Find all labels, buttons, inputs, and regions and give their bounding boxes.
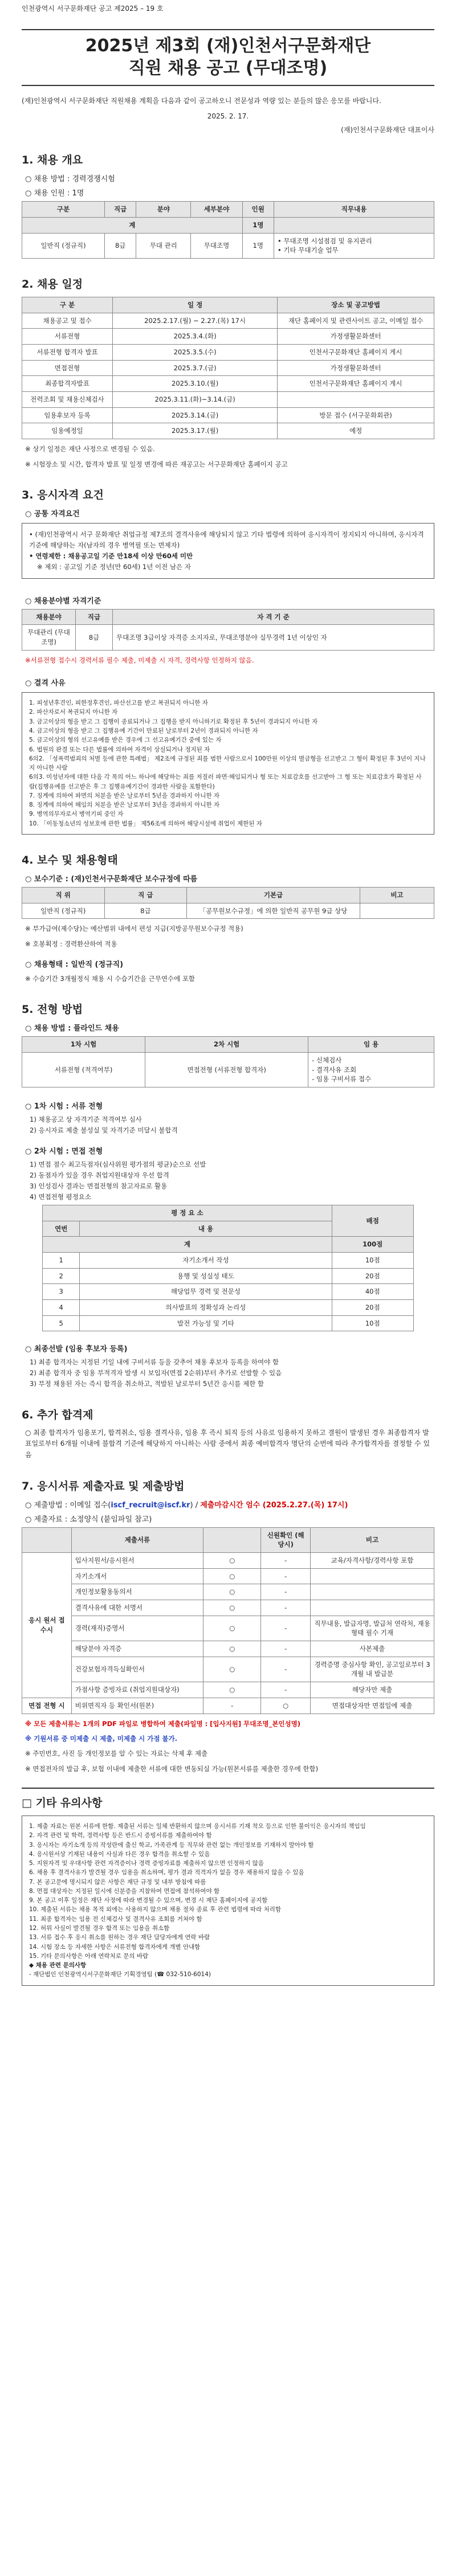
doc-apply-mark: ○ xyxy=(203,1616,261,1641)
etc-item: 2. 자격 관련 및 학력, 경력사항 등은 반드시 증빙서류를 제출하여야 함 xyxy=(29,1832,212,1839)
schedule-row xyxy=(22,423,434,439)
schedule-place: 방문 접수 (서구문화회관) xyxy=(278,407,434,423)
etc-item: 10. 제출된 서류는 채용 목적 외에는 사용하지 않으며 채용 절차 종료 후 관련 법령에 따라 처리함 xyxy=(29,1906,282,1913)
doc-note: 교육/자격사항/경력사항 포함 xyxy=(311,1553,434,1569)
score-points: 20점 xyxy=(332,1268,413,1284)
th-position: 직 위 xyxy=(22,887,105,903)
list-item: 1) 최종 합격자는 지정된 기일 내에 구비서류 등을 갖추어 채용 후보자 등록을 하여야 함 xyxy=(30,1358,279,1367)
pay-position: 일반직 (정규직) xyxy=(22,903,105,919)
probation-note: ※ 수습기간 3개월정식 채용 시 수습기간을 근무연수에 포함 xyxy=(25,975,196,983)
etc-item: 12. 허위 사실이 발견될 경우 합격 또는 임용을 취소함 xyxy=(29,1924,170,1932)
step2-title: ○ 2차 시험 : 면접 전형 xyxy=(25,1147,103,1156)
th-schedule-date: 일 정 xyxy=(113,297,278,313)
document-row xyxy=(22,1584,434,1600)
etc-item: 8. 면접 대상자는 지정된 일시에 신분증을 지참하여 면접에 참석하여야 함 xyxy=(29,1887,220,1895)
th-qual-field: 채용분야 xyxy=(22,609,76,625)
schedule-row xyxy=(22,407,434,423)
schedule-type: 서류전형 xyxy=(22,329,113,345)
step1-title: ○ 1차 시험 : 서류 전형 xyxy=(25,1102,103,1111)
doc-note: 사본제출 xyxy=(311,1641,434,1657)
schedule-row xyxy=(22,345,434,361)
schedule-rows xyxy=(22,313,434,439)
th-score-content: 내 용 xyxy=(80,1221,332,1237)
hiring-count: ○ 채용 인원 : 1명 xyxy=(25,189,84,198)
schedule-place xyxy=(278,392,434,408)
schedule-date: 2025.3.14.(금) xyxy=(113,407,278,423)
row-field: 무대 관리 xyxy=(136,233,191,258)
doc-id-mark: - xyxy=(261,1584,311,1600)
doc-note: 직무내용, 발급자명, 발급처 연락처, 재용형태 필수 기재 xyxy=(311,1616,434,1641)
doc-name: 결격사유에 대한 서명서 xyxy=(71,1600,203,1616)
employment-type: ○ 채용형태 : 일반직 (정규직) xyxy=(25,960,124,970)
document-row xyxy=(22,1657,434,1682)
score-total-value: 100점 xyxy=(332,1237,413,1253)
th-duty: 직무내용 xyxy=(274,202,434,218)
score-content: 용행 및 성실성 태도 xyxy=(80,1268,332,1284)
submit-method-sep: ) / xyxy=(190,1500,201,1510)
documents-table xyxy=(22,1527,434,1714)
score-content: 의사발표의 정확성과 논리성 xyxy=(80,1299,332,1315)
document-row xyxy=(22,1553,434,1569)
doc-id-mark: ○ xyxy=(261,1698,311,1714)
qual-note: ※서류전형 접수시 경력서류 필수 제출, 미제출 시 자격, 경력사항 인정하지 않음. xyxy=(25,656,254,664)
etc-item: 3. 응시자는 자기소개 등의 작성란에 출신 학교, 가족관계 등 직무와 관련 없는 개인정보를 기재하지 말아야 함 xyxy=(29,1841,314,1849)
score-no: 3 xyxy=(43,1284,80,1300)
schedule-place: 예정 xyxy=(278,423,434,439)
th-qual-grade: 직급 xyxy=(75,609,112,625)
selection-method: ○ 채용 방법 : 플라인드 채용 xyxy=(25,1024,119,1033)
doc-name: 개인정보활용동의서 xyxy=(71,1584,203,1600)
disq-item: 6의3. 미성년자에 대한 다음 각 목의 어느 하나에 해당하는 죄를 저질러 파면·해임되거나 형 또는 치료감호를 선고받아 그 형 또는 치료감호가 확정된 사람(집행유예를 선고받은 후 그 집행유예기간이 경과한 사람을 포함한다) xyxy=(29,774,422,790)
document-row xyxy=(22,1698,434,1714)
score-no: 5 xyxy=(43,1315,80,1331)
disq-title: ○ 결격 사유 xyxy=(25,679,66,688)
list-item: 2) 동점자가 있을 경우 취업지원대상자 우선 합격 xyxy=(30,1171,169,1180)
document-row xyxy=(22,1616,434,1641)
schedule-type: 최종합격자발표 xyxy=(22,376,113,392)
step-3-desc: - 신체검사 - 결격사유 조회 - 임용 구비서류 접수 xyxy=(308,1053,434,1087)
row-type: 일반직 (정규직) xyxy=(22,233,105,258)
disq-box xyxy=(22,692,434,835)
schedule-date: 2025.3.17.(월) xyxy=(113,423,278,439)
doc-note xyxy=(311,1584,434,1600)
schedule-place: 인천서구문화재단 홈페이지 게시 xyxy=(278,345,434,361)
doc-id-mark: - xyxy=(261,1616,311,1641)
schedule-date: 2025.2.17.(월) ~ 2.27.(목) 17시 xyxy=(113,313,278,329)
doc-note xyxy=(311,1568,434,1584)
document-row xyxy=(22,1600,434,1616)
doc-apply-mark: ○ xyxy=(203,1600,261,1616)
schedule-type: 면접전형 xyxy=(22,360,113,376)
section-7-title: 7. 응시서류 제출자료 및 제출방법 xyxy=(22,1479,185,1493)
pay-grade: 8급 xyxy=(104,903,187,919)
etc-item: 6. 채용 후 결격사유가 발견될 경우 임용을 취소하며, 평가 결과 적격자가 없을 경우 채용하지 않을 수 있음 xyxy=(29,1869,304,1876)
score-no: 4 xyxy=(43,1299,80,1315)
list-item: 1) 채용공고 상 자격기준 적격여부 심사 xyxy=(30,1115,142,1124)
th-pay-grade: 직 급 xyxy=(104,887,187,903)
section-2-title: 2. 채용 일정 xyxy=(22,278,83,291)
step2-list xyxy=(22,1159,434,1203)
step1-list xyxy=(22,1114,434,1136)
schedule-table xyxy=(22,297,434,439)
common-qual-3: ※ 제외 : 공고일 기준 정년(만 60세) 1년 이전 남은 자 xyxy=(37,562,191,571)
doc-apply-mark: ○ xyxy=(203,1641,261,1657)
etc-item: 5. 지원자격 및 우대사항 관련 자격증이나 경력 증빙자료를 제출하지 않으면 인정하지 않음 xyxy=(29,1860,264,1867)
disq-item: 10. 「이동청소년의 성보호에 관한 법률」 제56조에 의하여 해당시설에 취업이 제한된 자 xyxy=(29,820,263,827)
disq-item: 1. 피성년후견인, 피한정후견인, 파산선고를 받고 복권되지 아니한 자 xyxy=(29,700,208,707)
score-row xyxy=(43,1284,414,1300)
th-doc-id: 신원확인 (해당시) xyxy=(261,1527,311,1552)
doc-id-mark: - xyxy=(261,1641,311,1657)
disq-item: 7. 징계에 의하여 파면의 처분을 받은 날로부터 5년을 경과하지 아니한 자 xyxy=(29,792,220,799)
row-grade: 8급 xyxy=(105,233,136,258)
doc-name: 건강보험자격득실확인서 xyxy=(71,1657,203,1682)
pay-table xyxy=(22,887,434,919)
doc-id-mark: - xyxy=(261,1553,311,1569)
th-schedule-type: 구 분 xyxy=(22,297,113,313)
doc-id-mark: - xyxy=(261,1600,311,1616)
title-line-1: 2025년 제3회 (재)인천서구문화재단 xyxy=(85,36,371,56)
common-qual-1: • (재)인천광역시 서구 문화재단 취업규정 제7조의 결격사유에 해당되지 않고 기타 법령에 의하여 응시자격이 정지되지 아니하며, 응시자격 기준에 해당하는 자(남자의 경우 병역필 또는 면제자) xyxy=(29,530,424,549)
doc-apply-mark: ○ xyxy=(203,1584,261,1600)
list-item: 2) 최종 합격자 중 임용 부적격자 발생 시 보입자(면접 2순위)부터 추가로 선발할 수 있음 xyxy=(30,1369,282,1377)
section-4-title: 4. 보수 및 채용형태 xyxy=(22,853,118,866)
doc-name: 해당분야 자격증 xyxy=(71,1641,203,1657)
document-row xyxy=(22,1682,434,1698)
th-field: 분야 xyxy=(136,202,191,218)
th-score-items: 평 정 요 소 xyxy=(43,1205,332,1221)
doc-note-3: ※ 주민번호, 사진 등 개인정보를 알 수 있는 자료는 삭제 후 제출 xyxy=(25,1749,208,1758)
score-rows xyxy=(43,1252,414,1331)
score-content: 자기소개서 작성 xyxy=(80,1252,332,1268)
section-5-title: 5. 전형 방법 xyxy=(22,1003,83,1016)
common-qual-box xyxy=(22,523,434,579)
etc-item: 15. 기타 문의사항은 아래 연락처로 문의 바람 xyxy=(29,1952,149,1960)
notice-number: 인천광역시 서구문화재단 공고 제2025 – 19 호 xyxy=(22,5,164,13)
schedule-row xyxy=(22,392,434,408)
etc-item: 11. 최종 합격자는 임용 전 신체검사 및 결격사유 조회를 거쳐야 함 xyxy=(29,1915,202,1923)
score-row xyxy=(43,1268,414,1284)
score-points: 40점 xyxy=(332,1284,413,1300)
schedule-place: 가정생활문화센터 xyxy=(278,360,434,376)
doc-id-mark: - xyxy=(261,1657,311,1682)
th-doc-note: 비고 xyxy=(311,1527,434,1552)
list-item: 2) 응시자료 제출 불성실 및 자격기준 미달시 불합격 xyxy=(30,1126,178,1135)
submit-method-label: ○ 제출방법 : 이메일 접수( xyxy=(25,1500,111,1510)
schedule-row xyxy=(22,313,434,329)
common-qual-title: ○ 공통 자격요건 xyxy=(25,509,80,518)
disq-item: 9. 병역의무자로서 병역기피 중인 자 xyxy=(29,811,124,818)
schedule-date: 2025.3.11.(화)~3.14.(금) xyxy=(113,392,278,408)
doc-id-mark: - xyxy=(261,1568,311,1584)
signer: (재)인천서구문화재단 대표이사 xyxy=(341,126,434,134)
th-score-no: 연번 xyxy=(43,1221,80,1237)
final-list xyxy=(22,1357,434,1389)
schedule-note-2: ※ 시험장소 및 시간, 합격자 발표 및 일정 변경에 따른 재공고는 서구문화재단 홈페이지 공고 xyxy=(25,460,288,468)
disq-item: 6. 법원의 판결 또는 다른 법률에 의하여 자격이 상실되거나 정지된 자 xyxy=(29,746,210,753)
duty-2: • 기타 무대기술 업무 xyxy=(277,246,339,255)
etc-box xyxy=(22,1816,434,1986)
disq-item: 2. 파산자로서 복권되지 아니한 자 xyxy=(29,709,118,716)
doc-note xyxy=(311,1600,434,1616)
th-step-3: 임 용 xyxy=(308,1037,434,1053)
doc-name: 비위면직자 등 확인서(원본) xyxy=(71,1698,203,1714)
schedule-note-1: ※ 상기 일정은 재단 사정으로 변경될 수 있음. xyxy=(25,445,155,453)
pay-remark xyxy=(360,903,434,919)
row-duty xyxy=(274,233,434,258)
th-schedule-place: 장소 및 공고방법 xyxy=(278,297,434,313)
submit-method xyxy=(25,1499,434,1510)
contact-info: - 재단법인 인천광역시서구문화재단 기획경영팀 (☎ 032-510-6014) xyxy=(29,1971,211,1978)
doc-note-1: ※ 모든 제출서류는 1개의 PDF 파일로 병합하여 제출(파일명 : [입사지원] 무대조명_본인성명) xyxy=(25,1719,301,1728)
th-step-2: 2차 시험 xyxy=(145,1037,308,1053)
document-row xyxy=(22,1641,434,1657)
schedule-type: 임용예정일 xyxy=(22,423,113,439)
etc-item: 4. 응시원서상 기재된 내용이 사실과 다른 경우 합격을 취소할 수 있음 xyxy=(29,1850,210,1858)
notice-date: 2025. 2. 17. xyxy=(207,112,249,121)
score-row xyxy=(43,1252,414,1268)
doc-id-mark: - xyxy=(261,1682,311,1698)
doc-name: 자기소개서 xyxy=(71,1568,203,1584)
common-qual-2: • 연령제한 : 채용공고일 기준 만18세 이상 만60세 미만 xyxy=(29,551,193,560)
section-6-title: 6. 추가 합격제 xyxy=(22,1409,93,1422)
score-points: 10점 xyxy=(332,1315,413,1331)
th-count: 인원 xyxy=(242,202,274,218)
list-item: 3) 부정 채용된 자는 즉시 합격을 취소하고, 적발된 날로부터 5년간 응시를 제한 함 xyxy=(30,1380,264,1388)
list-item: 1) 면접 점수 최고득점자(심사위원 평가점의 평균)순으로 선발 xyxy=(30,1160,206,1169)
etc-item: 1. 제출 자료는 원본 서류에 한함. 제출된 서류는 일체 반환하지 않으며 응시서류 기재 착오 등으로 인한 불이익은 응시자의 책임임 xyxy=(29,1823,366,1830)
etc-item: 7. 본 공고문에 명시되지 않은 사항은 재단 규정 및 내부 방침에 따름 xyxy=(29,1878,206,1886)
doc-group-apply: 응시 원서 접수시 xyxy=(22,1553,72,1698)
section-1-title: 1. 채용 개요 xyxy=(22,154,83,167)
doc-name: 입사지원서/응시원서 xyxy=(71,1553,203,1569)
document-row xyxy=(22,1568,434,1584)
row-subfield: 무대조명 xyxy=(191,233,242,258)
score-total-label: 계 xyxy=(43,1237,332,1253)
list-item: 3) 인성검사 결과는 면접전형의 참고자료로 활용 xyxy=(30,1181,168,1190)
th-doc-name: 제출서류 xyxy=(71,1527,203,1552)
divider xyxy=(22,1788,434,1789)
th-subfield: 세부분야 xyxy=(191,202,242,218)
score-content: 해당업무 경력 및 전문성 xyxy=(80,1284,332,1300)
qual-table xyxy=(22,609,434,651)
list-item: 4) 면접전형 평정요소 xyxy=(30,1192,91,1201)
title-box xyxy=(22,29,434,86)
score-no: 1 xyxy=(43,1252,80,1268)
doc-apply-mark: ○ xyxy=(203,1682,261,1698)
score-no: 2 xyxy=(43,1268,80,1284)
schedule-type: 서류전형 합격자 발표 xyxy=(22,345,113,361)
doc-note: 경력증명 중심사항 확인, 공고일로부터 3개월 내 발급분 xyxy=(311,1657,434,1682)
schedule-type: 임용후보자 등록 xyxy=(22,407,113,423)
doc-apply-mark: ○ xyxy=(203,1568,261,1584)
additional-pass-text: ○ 최종 합격자가 임용포기, 합격취소, 임용 결격사유, 임용 후 즉시 퇴직 등의 사유로 임용하지 못하고 결원이 발생된 경우 최종합격자 발표일로부터 6개월 이내에 불합격 기준에 해당하지 아니하는 사람 중에서 최종 예비합격자 명단의 순번에 따라 추가합격자를 결정할 수 있음 xyxy=(25,1429,430,1459)
etc-item: 13. 서류 접수 후 응시 취소를 원하는 경우 재단 담당자에게 연락 바람 xyxy=(29,1934,210,1941)
pay-base: 「공무원보수규정」에 의한 일반직 공무원 9급 상당 xyxy=(187,903,360,919)
th-step-1: 1차 시험 xyxy=(22,1037,145,1053)
doc-apply-mark: ○ xyxy=(203,1553,261,1569)
disq-item: 3. 금고이상의 형을 받고 그 집행이 종료되거나 그 집행을 받지 아니하기로 확정된 후 5년이 경과되지 아니한 자 xyxy=(29,718,318,725)
th-score-points: 배점 xyxy=(332,1205,413,1236)
th-type: 구분 xyxy=(22,202,105,218)
schedule-type: 전력조회 및 채용신체검사 xyxy=(22,392,113,408)
th-remark: 비고 xyxy=(360,887,434,903)
th-base-pay: 기본급 xyxy=(187,887,360,903)
th-grade: 직급 xyxy=(105,202,136,218)
submit-email[interactable]: iscf_recruit@iscf.kr xyxy=(111,1500,190,1510)
disq-item: 4. 금고이상의 형을 받고 그 집행유예 기간이 만료된 날로부터 2년이 경과되지 아니한 자 xyxy=(29,727,258,734)
doc-apply-mark: - xyxy=(203,1698,261,1714)
schedule-place: 재단 홈페이지 및 관련사이트 공고, 이메일 접수 xyxy=(278,313,434,329)
total-count: 1명 xyxy=(242,218,274,234)
schedule-date: 2025.3.5.(수) xyxy=(113,345,278,361)
submit-docs: ○ 제출자료 : 소정양식 (붙임파일 참고) xyxy=(25,1515,152,1524)
schedule-type: 채용공고 및 접수 xyxy=(22,313,113,329)
score-points: 10점 xyxy=(332,1252,413,1268)
pay-note-1: ※ 부가급여(제수당)는 예산범위 내에서 편성 지급(지방공무원보수규정 적용) xyxy=(25,925,243,933)
doc-group-interview: 면접 전형 시 xyxy=(22,1698,72,1714)
step-2-desc: 면접전형 (서류전형 합격자) xyxy=(145,1053,308,1087)
doc-name: 경력(재직)증명서 xyxy=(71,1616,203,1641)
etc-item: 9. 본 공고 이후 일정은 재단 사정에 따라 변경될 수 있으며, 변경 시 재단 홈페이지에 공지함 xyxy=(29,1897,268,1904)
schedule-place: 인천서구문화재단 홈페이지 게시 xyxy=(278,376,434,392)
doc-note-2: ※ 기원서류 중 미제출 시 제출, 미제출 시 가점 불가. xyxy=(25,1734,178,1743)
disq-item: 6의2. 「성폭력범죄의 처벌 등에 관한 특례법」 제2조에 규정된 죄를 범한 사람으로서 100만원 이상의 벌금형을 선고받고 그 형이 확정된 후 3년이 지나지 아니한 사람 xyxy=(29,755,426,772)
doc-name: 가점사항 증빙자료 (취업지원대상자) xyxy=(71,1682,203,1698)
pay-note-2: ※ 호봉획정 : 경력환산하여 적용 xyxy=(25,939,117,948)
schedule-row xyxy=(22,360,434,376)
schedule-place: 가정생활문화센터 xyxy=(278,329,434,345)
score-points: 20점 xyxy=(332,1299,413,1315)
qual-criteria: 무대조명 3급이상 자격증 소지자로, 무대조명분야 실무경력 1년 이상인 자 xyxy=(113,625,434,650)
schedule-row xyxy=(22,329,434,345)
contact-title: ◆ 채용 관련 문의사항 xyxy=(29,1962,87,1969)
th-qual-criteria: 자 격 기 준 xyxy=(113,609,434,625)
document-rows xyxy=(22,1553,434,1714)
disq-item: 8. 징계에 의하여 해임의 처분을 받은 날로부터 3년을 경과하지 아니한 자 xyxy=(29,802,220,809)
schedule-row xyxy=(22,376,434,392)
doc-note: 해당자만 제출 xyxy=(311,1682,434,1698)
duty-1: • 무대조명 시설점검 및 유지관리 xyxy=(277,236,372,245)
final-title: ○ 최종선발 (임용 후보자 등록) xyxy=(25,1345,128,1354)
hiring-method: ○ 채용 방법 : 경력경쟁시험 xyxy=(25,175,115,184)
score-row xyxy=(43,1315,414,1331)
qual-field: 무대관리 (무대 조명) xyxy=(22,625,76,650)
schedule-date: 2025.3.7.(금) xyxy=(113,360,278,376)
field-qual-title: ○ 채용분야별 자격기준 xyxy=(25,596,101,606)
section-8-title: □ 기타 유의사항 xyxy=(22,1797,103,1810)
row-count: 1명 xyxy=(242,233,274,258)
doc-note-4: ※ 면접전자의 발급 후, 보험 이내에 제출한 서류에 대한 변동되실 가능(원본서류를 제출한 경우에 한함) xyxy=(25,1764,319,1773)
pay-basis: ○ 보수기준 : (재)인천서구문화재단 보수규정에 따름 xyxy=(25,874,198,884)
total-label: 계 xyxy=(22,218,243,234)
schedule-date: 2025.3.10.(월) xyxy=(113,376,278,392)
intro-text: (재)인천광역시 서구문화재단 직원채용 계획을 다음과 같이 공고하오니 전문성과 역량 있는 분들의 많은 응모를 바랍니다. xyxy=(22,97,381,105)
submit-deadline: 제출마감시간 엄수 (2025.2.27.(목) 17시) xyxy=(200,1500,348,1510)
score-content: 발전 가능성 및 기타 xyxy=(80,1315,332,1331)
score-row xyxy=(43,1299,414,1315)
qual-grade: 8급 xyxy=(75,625,112,650)
process-table xyxy=(22,1036,434,1087)
overview-table xyxy=(22,201,434,259)
score-table xyxy=(42,1205,414,1331)
etc-item: 14. 시험 장소 등 자세한 사항은 서류전형 합격자에게 개별 안내함 xyxy=(29,1943,201,1951)
disq-item: 5. 금고이상의 형의 선고유예를 받은 경우에 그 선고유예기간 중에 있는 자 xyxy=(29,737,222,744)
schedule-date: 2025.3.4.(화) xyxy=(113,329,278,345)
doc-apply-mark: ○ xyxy=(203,1657,261,1682)
step-1-desc: 서류전형 (적격여부) xyxy=(22,1053,145,1087)
title-line-2: 직원 채용 공고 (무대조명) xyxy=(128,58,328,78)
section-3-title: 3. 응시자격 요건 xyxy=(22,488,104,501)
doc-note: 면접대상자만 면접일에 제출 xyxy=(311,1698,434,1714)
